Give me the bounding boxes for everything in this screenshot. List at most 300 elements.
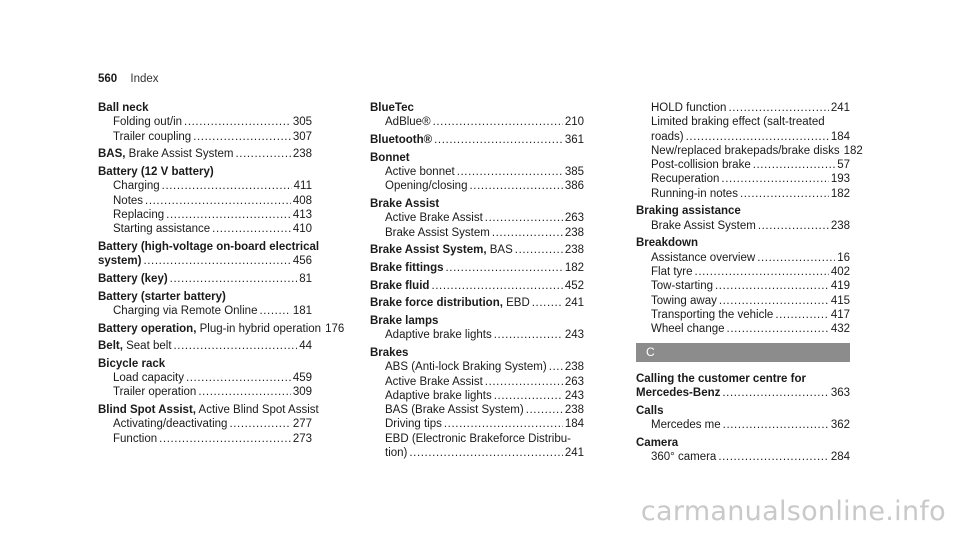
index-term: [385, 115, 431, 129]
index-subject: Opening/closing: [385, 180, 468, 193]
index-term: [385, 179, 467, 193]
index-term: [98, 322, 321, 336]
index-line: [636, 144, 863, 158]
index-entry: [98, 272, 312, 286]
index-term: [98, 147, 234, 161]
index-term: [385, 328, 492, 342]
index-line: [370, 133, 584, 147]
leader-dots: [186, 371, 291, 385]
index-heading: Bonnet: [370, 151, 410, 164]
index-heading: Camera: [636, 436, 679, 449]
index-heading-line: [98, 165, 312, 179]
index-subject: New/replaced brakepads/brake disks: [651, 144, 840, 157]
leader-dots: [236, 147, 291, 161]
index-subject: Flat tyre: [651, 266, 693, 279]
index-heading: Breakdown: [636, 237, 698, 250]
index-heading: Brakes: [370, 346, 409, 359]
leader-dots: [170, 272, 298, 286]
page-ref: 182: [843, 144, 863, 157]
index-subentry-line: Limited braking effect (salt-treated: [651, 116, 825, 129]
index-line: [370, 165, 584, 179]
page-ref: 385: [564, 165, 584, 178]
index-term: [113, 222, 210, 236]
index-entry: [370, 279, 584, 293]
index-heading: Brake fluid: [370, 279, 430, 292]
leader-dots: [166, 208, 291, 222]
index-heading-line: [98, 290, 312, 304]
index-entry: [636, 404, 850, 433]
index-subject: Charging via Remote Online: [113, 304, 258, 317]
index-entry: [98, 322, 345, 336]
index-line: [370, 115, 584, 129]
index-subject: Brake Assist System: [385, 226, 490, 239]
index-term: [113, 194, 143, 208]
index-line: [636, 450, 850, 464]
index-term: [636, 386, 720, 400]
index-subject: Post-collision brake: [651, 159, 751, 172]
index-line: [636, 219, 850, 233]
index-heading: Brake force distribution,: [370, 297, 503, 310]
leader-dots: [198, 385, 291, 399]
index-subject: Adaptive brake lights: [385, 389, 492, 402]
leader-dots: [727, 322, 829, 336]
index-heading: Battery operation,: [98, 322, 197, 335]
index-line: [636, 101, 850, 115]
index-entry: [98, 101, 312, 144]
index-entry: [636, 372, 850, 401]
index-line: [370, 360, 584, 374]
index-column-1: [98, 101, 345, 449]
leader-dots: [753, 158, 835, 172]
page-ref: 241: [564, 447, 584, 460]
index-term: [113, 432, 157, 446]
index-subject: Charging: [113, 180, 160, 193]
leader-dots: [492, 226, 563, 240]
index-term: [385, 403, 524, 417]
page-ref: 263: [564, 212, 584, 225]
page-ref: 284: [830, 450, 850, 463]
index-subject: AdBlue®: [385, 116, 431, 129]
index-subject: Trailer operation: [113, 386, 197, 399]
leader-dots: [193, 130, 291, 144]
index-heading-line: [636, 404, 850, 418]
index-term: [651, 158, 751, 172]
index-term: [651, 101, 726, 115]
page-ref: 361: [564, 133, 584, 146]
index-line: [98, 222, 312, 236]
index-line: [370, 417, 584, 431]
page-ref: 456: [292, 255, 312, 268]
leader-dots: [145, 194, 291, 208]
index-heading: Battery (12 V battery): [98, 165, 214, 178]
page-ref: 362: [830, 418, 850, 431]
index-entry: [370, 296, 584, 310]
index-term: [651, 322, 725, 336]
index-subject: Towing away: [651, 294, 717, 307]
page-ref: 182: [830, 187, 850, 200]
leader-dots: [740, 187, 829, 201]
index-line: [98, 385, 312, 399]
page-ref: 263: [564, 375, 584, 388]
index-term: [651, 418, 721, 432]
page-ref: 415: [830, 294, 850, 307]
index-subject: Load capacity: [113, 372, 184, 385]
index-entry: [98, 339, 312, 353]
index-subject: Folding out/in: [113, 116, 183, 129]
index-term: [651, 450, 716, 464]
index-term: [113, 179, 160, 193]
index-entry: [98, 165, 312, 236]
leader-dots: [184, 115, 291, 129]
page-ref: 410: [292, 223, 312, 236]
index-subject: Replacing: [113, 208, 165, 221]
index-line: [370, 211, 584, 225]
index-term: [385, 389, 492, 403]
index-subject: 360° camera: [651, 450, 717, 463]
index-subject: Function: [113, 432, 158, 445]
page-ref: 241: [830, 102, 850, 114]
leader-dots: [469, 179, 562, 193]
page-ref: 277: [292, 418, 312, 431]
page-ref: 309: [292, 386, 312, 399]
index-line: [370, 243, 584, 257]
index-line: [98, 254, 312, 268]
index-line: [370, 296, 584, 310]
index-line: [370, 279, 584, 293]
index-subject: Active Brake Assist: [385, 212, 483, 225]
page-ref: 411: [293, 180, 312, 193]
index-subject: Recuperation: [651, 173, 720, 186]
index-line: [98, 208, 312, 222]
leader-dots: [719, 294, 829, 308]
leader-dots: [728, 101, 828, 115]
leader-dots: [532, 296, 563, 310]
index-entry: [370, 151, 584, 194]
index-subject: Activating/deactivating: [113, 418, 228, 431]
index-entry: [370, 261, 584, 275]
index-subject: EBD: [502, 297, 530, 310]
leader-dots: [434, 133, 563, 147]
index-heading: Belt,: [98, 340, 123, 353]
leader-dots: [757, 251, 835, 265]
index-line: [636, 158, 850, 172]
index-line: [370, 375, 584, 389]
leader-dots: [409, 446, 562, 460]
index-term: [98, 272, 168, 286]
index-heading: Calling the customer centre for: [636, 372, 806, 385]
index-term: [651, 219, 756, 233]
index-line: [98, 432, 312, 446]
index-line: [370, 389, 584, 403]
leader-dots: [162, 179, 292, 193]
leader-dots: [457, 165, 563, 179]
index-line: [636, 265, 850, 279]
index-entry: [370, 243, 584, 257]
index-heading-line: [370, 346, 584, 360]
index-subject: ABS (Anti-lock Braking System): [385, 361, 547, 374]
index-entry: [370, 101, 584, 130]
index-heading: Brake Assist: [370, 197, 440, 210]
index-subject: Driving tips: [385, 418, 442, 431]
index-heading: system): [98, 255, 142, 268]
index-subentry-line: EBD (Electronic Brakeforce Distribu-: [385, 432, 571, 445]
index-term: [113, 371, 184, 385]
leader-dots: [723, 418, 829, 432]
leader-dots: [485, 375, 563, 389]
index-subject: Transporting the vehicle: [651, 308, 774, 321]
index-term: [113, 130, 191, 144]
index-line: [636, 386, 850, 400]
index-term: [370, 261, 444, 275]
index-line: [98, 304, 312, 318]
index-term: [370, 279, 429, 293]
index-line: [636, 294, 850, 308]
index-line: [636, 187, 850, 201]
index-term: [113, 385, 196, 399]
page-ref: 413: [292, 208, 312, 221]
index-heading: Calls: [636, 404, 664, 417]
page-ref: 176: [325, 322, 345, 335]
leader-dots: [775, 308, 829, 322]
index-subject: BAS (Brake Assist System): [385, 404, 524, 417]
leader-dots: [444, 417, 563, 431]
index-line: [370, 328, 584, 342]
index-line: [98, 147, 312, 161]
index-entry: [636, 436, 850, 465]
index-line: [370, 226, 584, 240]
index-subject: Active Blind Spot Assist: [195, 404, 319, 417]
index-entry: [636, 204, 850, 233]
index-line: [636, 251, 850, 265]
index-term: [113, 208, 164, 222]
page-ref: 243: [564, 329, 584, 342]
index-subject: Running-in notes: [651, 187, 738, 200]
index-heading-line: [636, 436, 850, 450]
page-ref: 386: [564, 180, 584, 193]
index-term: [385, 226, 490, 240]
index-term: [385, 211, 483, 225]
index-line: [98, 339, 312, 353]
index-line: [370, 261, 584, 275]
index-entry: [370, 346, 584, 460]
index-column-3: [636, 101, 863, 467]
index-term: [651, 187, 738, 201]
index-term: [113, 115, 182, 129]
index-term: [651, 251, 755, 265]
index-term: [651, 130, 684, 144]
leader-dots: [718, 450, 828, 464]
leader-dots: [159, 432, 291, 446]
index-heading: Braking assistance: [636, 205, 741, 218]
page-ref: 210: [564, 116, 584, 129]
index-subject: Active bonnet: [385, 165, 455, 178]
index-subject: Brake Assist System: [125, 148, 234, 161]
index-line: [98, 272, 312, 286]
index-heading-line: [98, 357, 312, 371]
index-entry: [370, 133, 584, 147]
index-entry: [636, 236, 850, 336]
page-number: 560: [98, 73, 118, 85]
index-subject: Active Brake Assist: [385, 375, 483, 388]
index-term: [651, 308, 773, 322]
page-ref: 238: [564, 361, 584, 374]
index-line: [636, 322, 850, 336]
index-line: [98, 417, 312, 431]
page-ref: 402: [830, 266, 850, 279]
index-subject: Plug-in hybrid operation: [196, 322, 322, 335]
page-ref: 408: [292, 194, 312, 207]
index-subject: tion): [385, 447, 408, 460]
index-term: [651, 172, 719, 186]
index-line: [98, 179, 312, 193]
leader-dots: [695, 265, 829, 279]
index-heading: Bluetooth®: [370, 133, 433, 146]
index-line: [98, 194, 312, 208]
index-heading: Ball neck: [98, 102, 149, 114]
index-heading: BAS,: [98, 148, 126, 161]
index-subject: roads): [651, 130, 684, 143]
index-term: [113, 417, 227, 431]
index-subject: Notes: [113, 194, 144, 207]
index-heading-line: [636, 204, 850, 218]
index-subject: Seat belt: [122, 340, 172, 353]
page-ref: 452: [564, 279, 584, 292]
leader-dots: [174, 339, 298, 353]
leader-dots: [446, 261, 563, 275]
index-heading-line: [98, 101, 312, 115]
index-line: [98, 322, 345, 336]
page-header: [98, 73, 159, 85]
index-column-2: [370, 101, 584, 464]
leader-dots: [526, 403, 563, 417]
page-ref: 459: [292, 372, 312, 385]
leader-dots: [722, 386, 828, 400]
index-term: [98, 254, 141, 268]
page-ref: 419: [830, 280, 850, 293]
index-entry: [98, 357, 312, 400]
leader-dots: [212, 222, 291, 236]
index-term: [385, 165, 455, 179]
page-ref: 238: [292, 148, 312, 161]
index-entry: [98, 147, 312, 161]
leader-dots: [686, 130, 829, 144]
leader-dots: [143, 254, 290, 268]
page-ref: 363: [830, 386, 850, 399]
page-ref: 241: [564, 297, 584, 310]
page-ref: 417: [830, 308, 850, 321]
watermark: carmanualsonline.info: [640, 496, 946, 527]
index-term: [370, 133, 432, 147]
index-heading: Brake fittings: [370, 261, 444, 274]
leader-dots: [433, 115, 563, 129]
index-heading: Battery (starter battery): [98, 290, 226, 303]
index-line: [98, 130, 312, 144]
page-ref: 193: [830, 173, 850, 186]
leader-dots: [549, 360, 563, 374]
page-ref: 305: [292, 116, 312, 129]
index-line: [636, 172, 850, 186]
index-heading-line: [370, 314, 584, 328]
index-heading-line: [370, 197, 584, 211]
index-term: [385, 417, 442, 431]
index-subject: HOLD function: [651, 102, 727, 114]
index-term: [385, 446, 407, 460]
letter-section-bar: C: [636, 343, 850, 362]
index-subject: BAS: [486, 244, 513, 257]
index-heading: Battery (high-voltage on-board electrical: [98, 240, 320, 253]
index-line: [98, 115, 312, 129]
index-subject: Trailer coupling: [113, 130, 192, 143]
leader-dots: [229, 417, 290, 431]
index-line: [636, 418, 850, 432]
index-heading: Brake lamps: [370, 314, 439, 327]
page-ref: 238: [564, 404, 584, 417]
index-entry: [98, 240, 320, 269]
index-heading: Battery (key): [98, 272, 168, 285]
index-heading-line: [370, 101, 584, 115]
index-heading: Mercedes-Benz: [636, 386, 721, 399]
index-heading: Blind Spot Assist,: [98, 404, 196, 417]
page-ref: 273: [292, 432, 312, 445]
index-term: [651, 279, 713, 293]
index-subject: Brake Assist System: [651, 219, 756, 232]
page-ref: 238: [564, 244, 584, 257]
leader-dots: [259, 304, 290, 318]
index-term: [98, 339, 172, 353]
leader-dots: [758, 219, 829, 233]
page-ref: 182: [564, 261, 584, 274]
index-line: [370, 403, 584, 417]
page-ref: 181: [292, 304, 312, 317]
index-term: [113, 304, 257, 318]
page-ref: 81: [299, 272, 312, 285]
leader-dots: [485, 211, 563, 225]
page-ref: 16: [837, 251, 850, 264]
page-ref: 243: [564, 389, 584, 402]
index-line: [370, 446, 584, 460]
index-entry: [370, 197, 584, 240]
page-ref: 307: [292, 130, 312, 143]
index-line: [636, 279, 850, 293]
index-line: [636, 130, 850, 144]
leader-dots: [721, 172, 828, 186]
index-term: [651, 265, 693, 279]
leader-dots: [494, 328, 563, 342]
leader-dots: [515, 243, 563, 257]
index-line: [370, 179, 584, 193]
index-heading: Bicycle rack: [98, 357, 166, 370]
index-subject: Starting assistance: [113, 223, 211, 236]
index-heading-line: [98, 403, 319, 417]
page-ref: 238: [830, 219, 850, 232]
index-heading-line: [370, 151, 584, 165]
index-subject: Wheel change: [651, 323, 725, 336]
page-ref: 44: [299, 340, 312, 353]
index-line: [636, 308, 850, 322]
index-term: [370, 296, 530, 310]
index-subject: Tow-starting: [651, 280, 713, 293]
index-heading-line: [636, 236, 850, 250]
index-entry: [98, 403, 319, 446]
leader-dots: [715, 279, 829, 293]
index-term: [370, 243, 513, 257]
index-heading: BlueTec: [370, 102, 414, 114]
index-line: [98, 371, 312, 385]
index-subject: Adaptive brake lights: [385, 329, 492, 342]
index-subject: Mercedes me: [651, 418, 721, 431]
index-term: [385, 375, 483, 389]
page-ref: 238: [564, 226, 584, 239]
